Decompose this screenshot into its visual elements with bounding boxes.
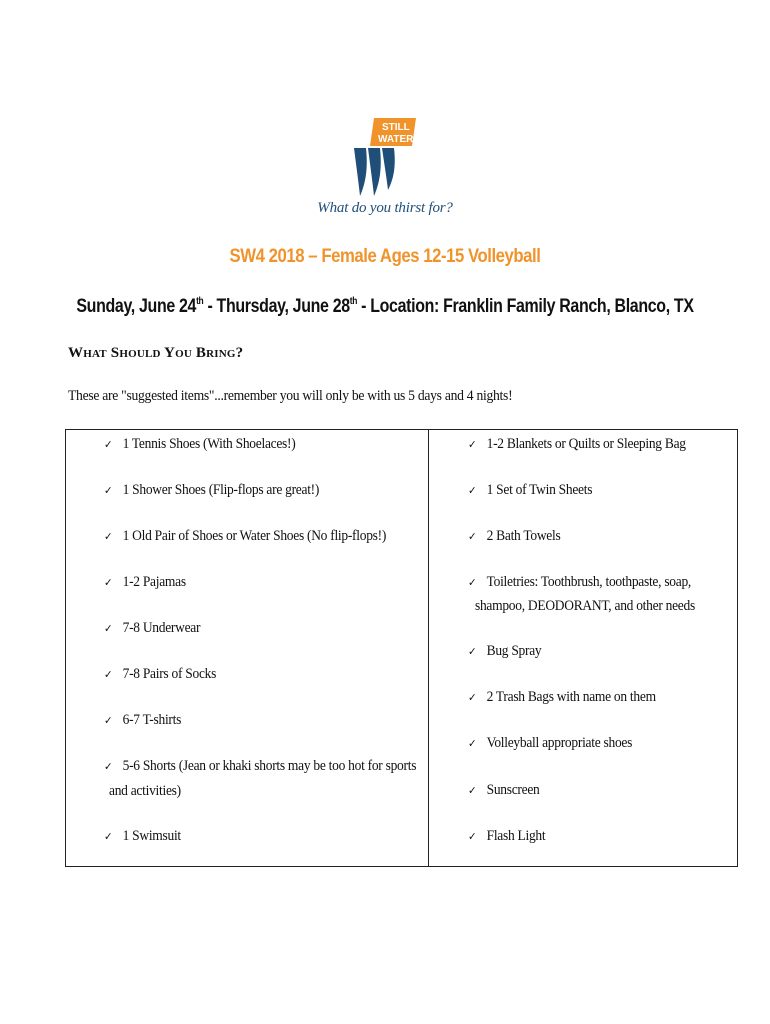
list-item: ✓ 1 Tennis Shoes (With Shoelaces!) <box>104 432 295 457</box>
tagline: What do you thirst for? <box>317 200 453 216</box>
list-item: ✓ 2 Bath Towels <box>468 524 560 549</box>
list-item: ✓ Sunscreen <box>468 778 540 803</box>
packing-list-table <box>65 429 738 867</box>
checkmark-icon: ✓ <box>104 622 113 635</box>
list-item: ✓ 6-7 T-shirts <box>104 708 181 733</box>
checkmark-icon: ✓ <box>104 576 113 589</box>
list-item: ✓ 7-8 Underwear <box>104 616 200 641</box>
checkmark-icon: ✓ <box>468 530 477 543</box>
date-start-suffix: th <box>196 296 204 307</box>
date-end-suffix: th <box>349 296 358 307</box>
list-item: ✓ 1 Old Pair of Shoes or Water Shoes (No flip-flops!) <box>104 524 386 549</box>
event-dates-location <box>62 296 709 318</box>
list-item: ✓ 2 Trash Bags with name on them <box>468 685 656 710</box>
list-item: ✓ Flash Light <box>468 824 545 849</box>
logo-navy-stroke-2 <box>368 148 381 196</box>
logo-navy-stroke-1 <box>354 148 367 196</box>
checkmark-icon: ✓ <box>104 668 113 681</box>
checkmark-icon: ✓ <box>468 784 477 797</box>
list-item-continuation: shampoo, DEODORANT, and other needs <box>475 598 695 614</box>
date-end: - Thursday, June 28 <box>203 296 350 317</box>
checkmark-icon: ✓ <box>468 484 477 497</box>
date-start: Sunday, June 24 <box>76 296 197 317</box>
logo-text-water: WATER <box>378 134 414 145</box>
list-item: ✓ 1-2 Pajamas <box>104 570 186 595</box>
checkmark-icon: ✓ <box>468 438 477 451</box>
logo-text-still: STILL <box>382 122 410 133</box>
checkmark-icon: ✓ <box>468 691 477 704</box>
checkmark-icon: ✓ <box>104 760 113 773</box>
column-divider <box>428 430 429 866</box>
checkmark-icon: ✓ <box>468 737 477 750</box>
location: - Location: Franklin Family Ranch, Blanco, TX <box>357 296 694 317</box>
checkmark-icon: ✓ <box>468 576 477 589</box>
list-item: ✓ Volleyball appropriate shoes <box>468 731 632 756</box>
still-water-logo <box>352 118 422 198</box>
checkmark-icon: ✓ <box>104 530 113 543</box>
checkmark-icon: ✓ <box>468 645 477 658</box>
list-item: ✓ 7-8 Pairs of Socks <box>104 662 216 687</box>
list-item: ✓ 1 Set of Twin Sheets <box>468 478 592 503</box>
page-title: SW4 2018 – Female Ages 12-15 Volleyball <box>229 246 541 267</box>
checkmark-icon: ✓ <box>104 714 113 727</box>
list-item: ✓ 1-2 Blankets or Quilts or Sleeping Bag <box>468 432 686 457</box>
checkmark-icon: ✓ <box>104 438 113 451</box>
checkmark-icon: ✓ <box>104 484 113 497</box>
list-item: ✓ 5-6 Shorts (Jean or khaki shorts may be too hot for sports <box>104 754 416 779</box>
checkmark-icon: ✓ <box>468 830 477 843</box>
list-item: ✓ 1 Shower Shoes (Flip-flops are great!) <box>104 478 319 503</box>
intro-text: These are "suggested items"...remember you will only be with us 5 days and 4 nights! <box>68 388 513 404</box>
list-item: ✓ Toiletries: Toothbrush, toothpaste, soap, <box>468 570 691 595</box>
logo-navy-stroke-3 <box>382 148 395 190</box>
list-item: ✓ 1 Swimsuit <box>104 824 181 849</box>
section-heading: What Should You Bring? <box>68 345 244 361</box>
checkmark-icon: ✓ <box>104 830 113 843</box>
list-item-continuation: and activities) <box>109 783 181 799</box>
list-item: ✓ Bug Spray <box>468 639 541 664</box>
